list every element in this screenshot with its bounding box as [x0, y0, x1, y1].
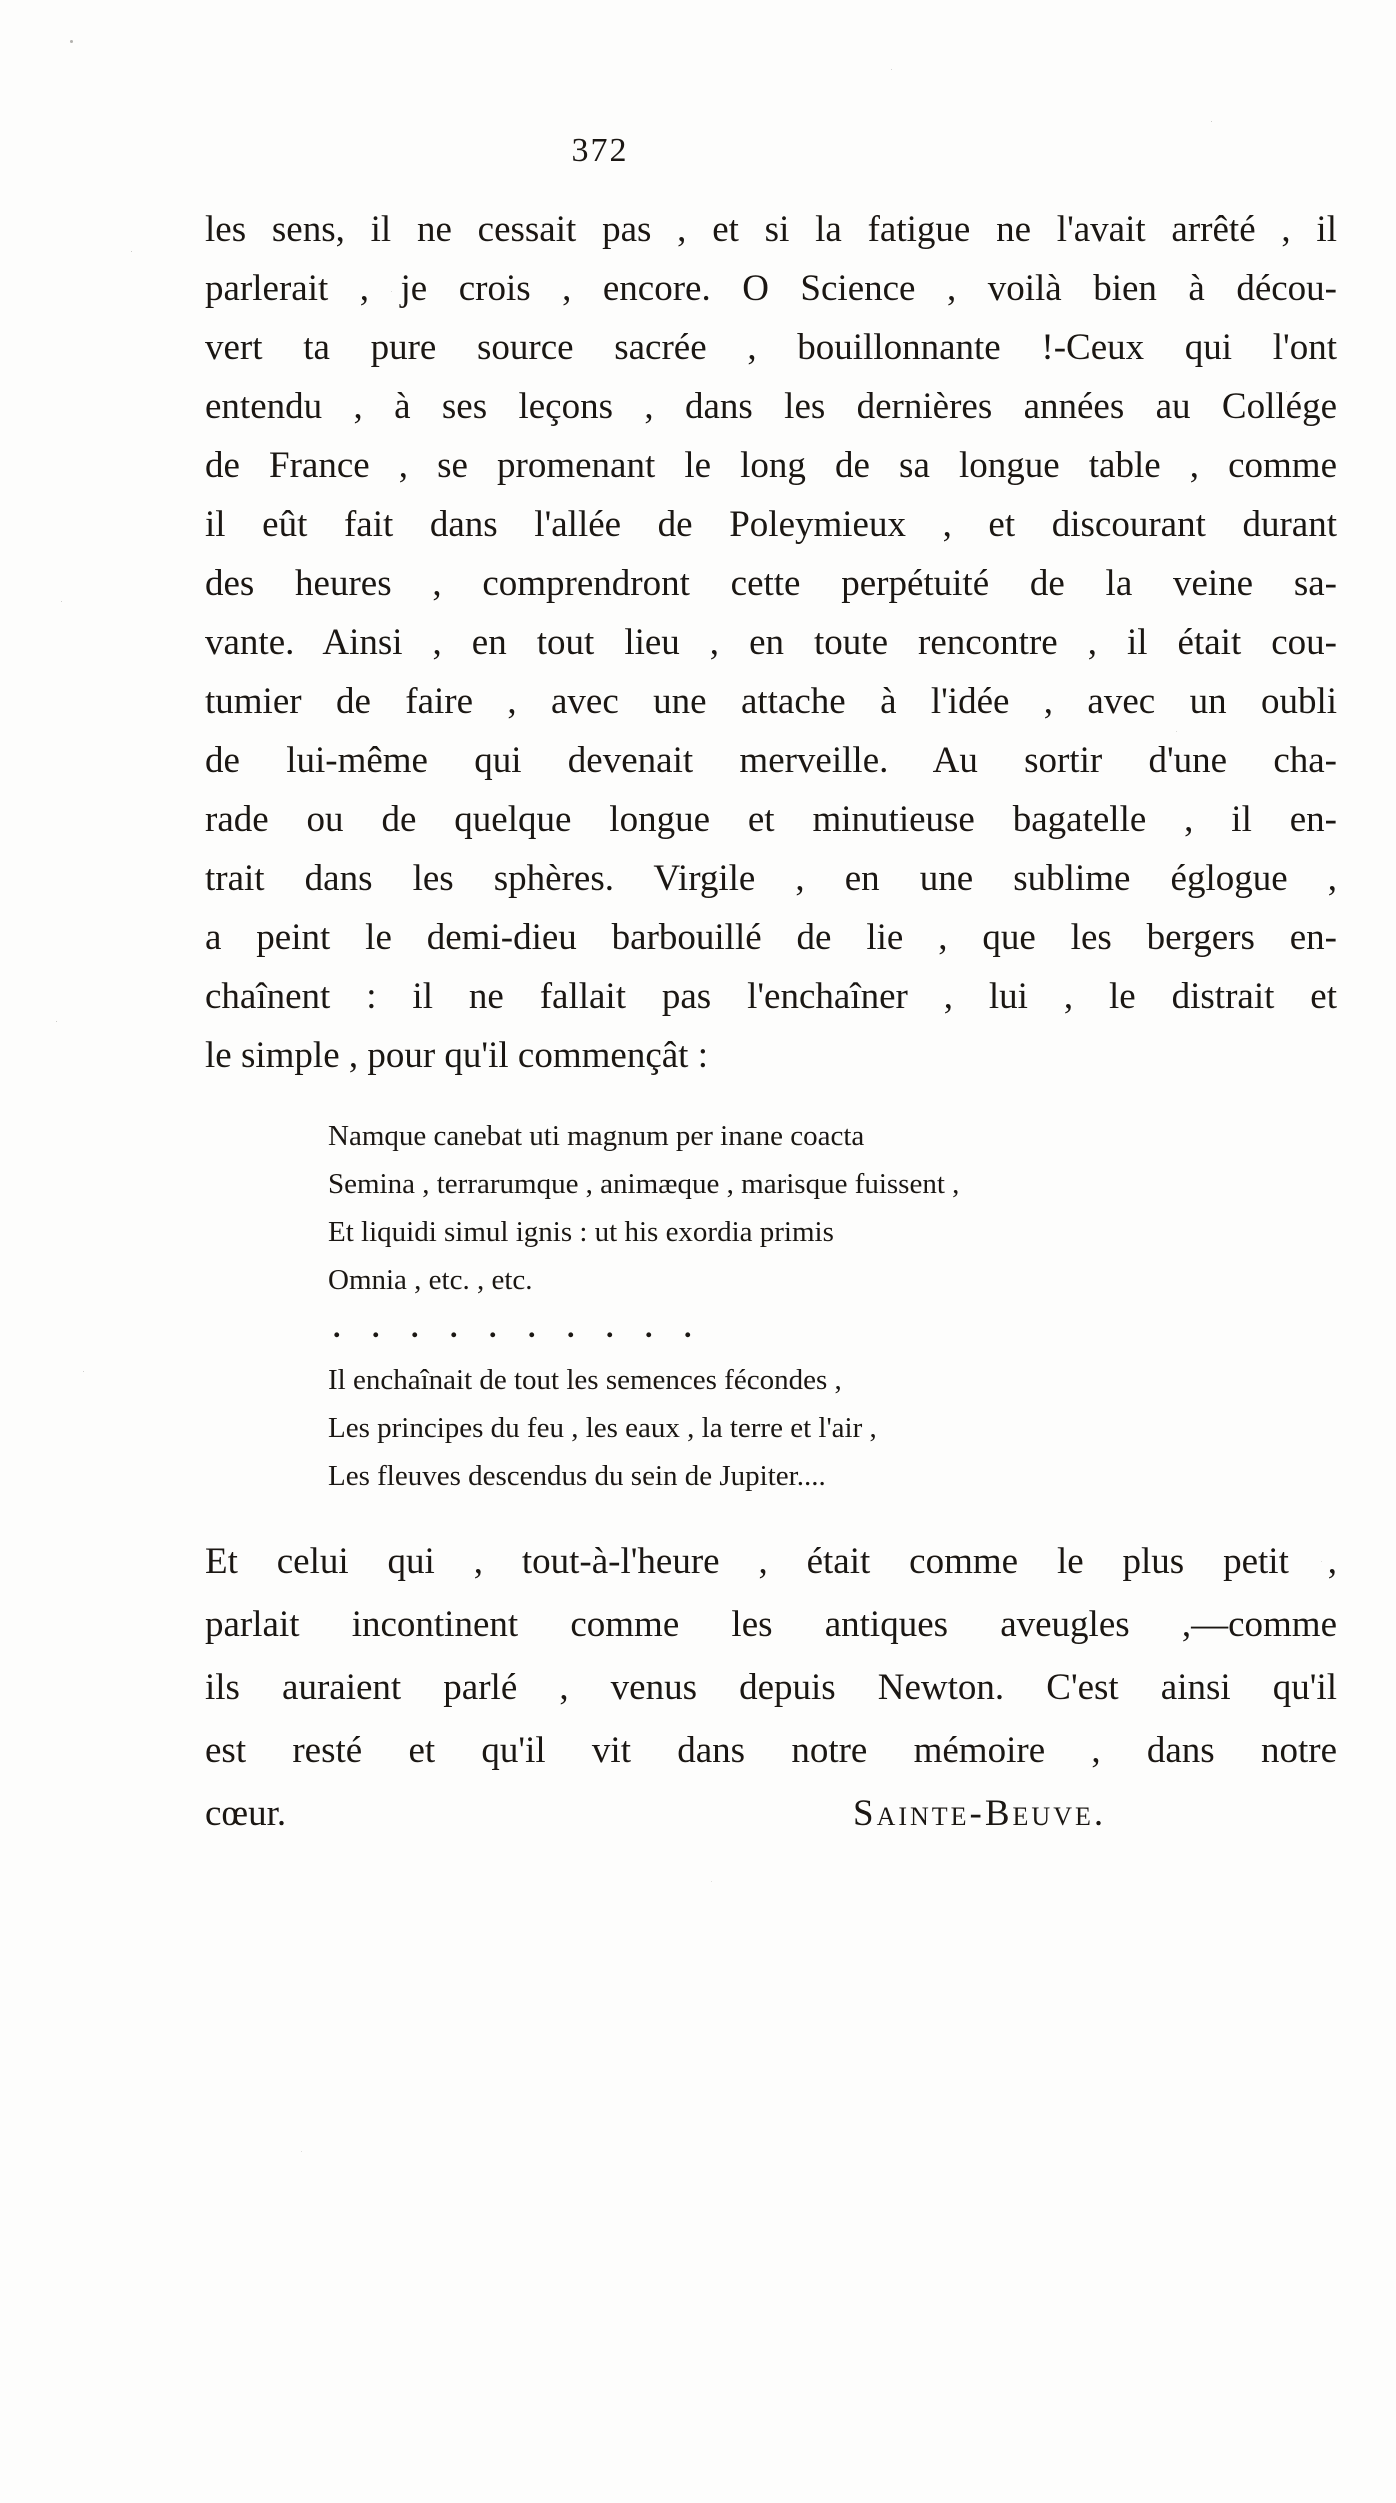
- text-line: a peint le demi-dieu barbouillé de lie , que les bergers en-: [205, 917, 1337, 958]
- text-line: de France , se promenant le long de sa longue table , comme: [205, 445, 1337, 486]
- verse-line: Namque canebat uti magnum per inane coacta: [328, 1120, 865, 1152]
- latin-verse-quote: [328, 1112, 959, 1304]
- paragraph-1: [205, 200, 1337, 1085]
- text-line: il eût fait dans l'allée de Poleymieux , et discourant durant: [205, 504, 1337, 545]
- text-line: vert ta pure source sacrée , bouillonnante !-Ceux qui l'ont: [205, 327, 1337, 368]
- french-verse-quote: [328, 1356, 877, 1500]
- scan-noise: [70, 40, 73, 43]
- text-line: des heures , comprendront cette perpétuité de la veine sa-: [205, 563, 1337, 604]
- text-line: parlait incontinent comme les antiques aveugles ,—comme: [205, 1604, 1337, 1645]
- text-line: Et celui qui , tout-à-l'heure , était comme le plus petit ,: [205, 1541, 1337, 1582]
- closing-line: [205, 1782, 1337, 1845]
- text-line: trait dans les sphères. Virgile , en une sublime églogue ,: [205, 858, 1337, 899]
- text-line: de lui-même qui devenait merveille. Au sortir d'une cha-: [205, 740, 1337, 781]
- text-line: tumier de faire , avec une attache à l'idée , avec un oubli: [205, 681, 1337, 722]
- text-line: entendu , à ses leçons , dans les dernières années au Collége: [205, 386, 1337, 427]
- text-line: est resté et qu'il vit dans notre mémoire , dans notre: [205, 1730, 1337, 1771]
- text-line: parlerait , je crois , encore. O Science , voilà bien à décou-: [205, 268, 1337, 309]
- closing-word: cœur.: [205, 1793, 287, 1834]
- author-signature: Sainte-Beuve.: [853, 1793, 1107, 1834]
- ellipsis-separator: . . . . . . . . . .: [333, 1311, 694, 1344]
- verse-line: Omnia , etc. , etc.: [328, 1264, 533, 1296]
- text-line: les sens, il ne cessait pas , et si la fatigue ne l'avait arrêté , il: [205, 209, 1337, 250]
- paragraph-2: [205, 1530, 1337, 1845]
- page-number: 372: [571, 132, 629, 169]
- text-line: ils auraient parlé , venus depuis Newton. C'est ainsi qu'il: [205, 1667, 1337, 1708]
- text-line: vante. Ainsi , en tout lieu , en toute rencontre , il était cou-: [205, 622, 1337, 663]
- verse-line: Il enchaînait de tout les semences fécondes ,: [328, 1364, 842, 1396]
- text-line: rade ou de quelque longue et minutieuse bagatelle , il en-: [205, 799, 1337, 840]
- verse-line: Semina , terrarumque , animæque , marisque fuissent ,: [328, 1168, 960, 1200]
- text-line: chaînent : il ne fallait pas l'enchaîner , lui , le distrait et: [205, 976, 1337, 1017]
- text-line: le simple , pour qu'il commençât :: [205, 1035, 708, 1076]
- verse-line: Les principes du feu , les eaux , la terre et l'air ,: [328, 1412, 877, 1444]
- verse-line: Les fleuves descendus du sein de Jupiter....: [328, 1460, 826, 1492]
- verse-line: Et liquidi simul ignis : ut his exordia primis: [328, 1216, 834, 1248]
